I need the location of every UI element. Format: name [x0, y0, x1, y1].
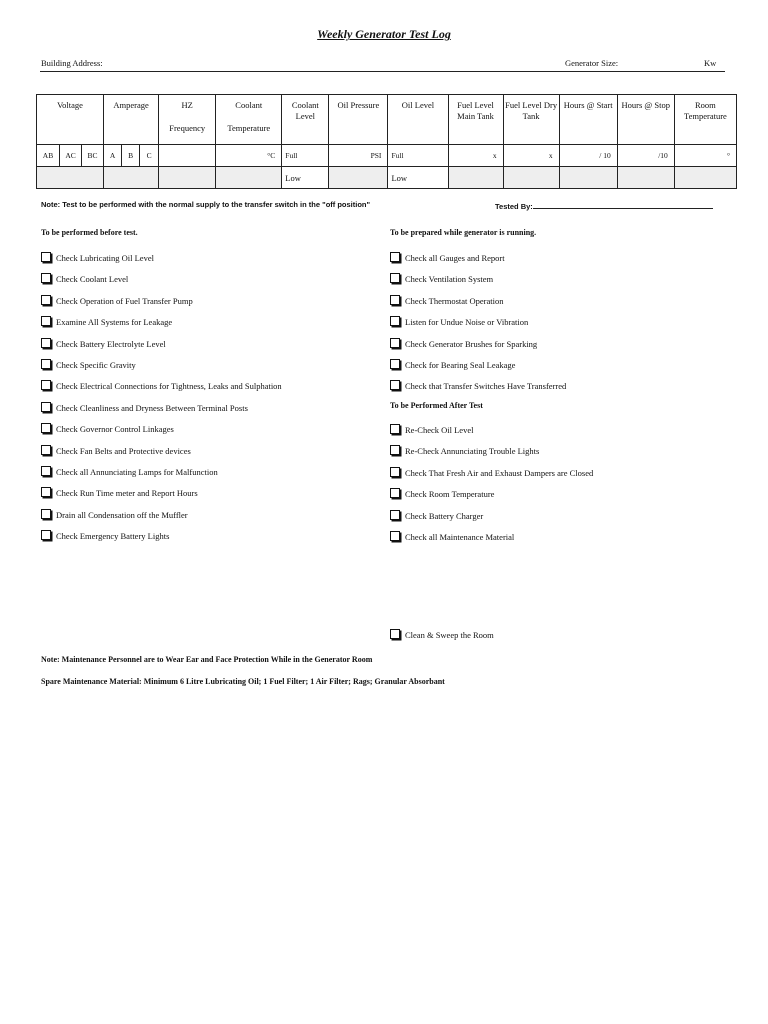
header-coolant-sub: Temperature	[227, 123, 271, 133]
tested-by-label: Tested By:	[495, 202, 533, 211]
cell-ab[interactable]: AB	[37, 145, 60, 167]
checkbox-icon[interactable]	[41, 252, 51, 262]
cell-shaded	[216, 167, 282, 189]
checklist-item-label: Check all Gauges and Report	[405, 253, 505, 263]
cell-shaded	[617, 167, 674, 189]
checklist-item-label: Check Electrical Connections for Tightness, Leaks and Sulphation	[56, 381, 282, 392]
checklist-item[interactable]	[390, 315, 528, 329]
cell-coolant-temp[interactable]: °C	[216, 145, 282, 167]
checklist-item-label: Check Battery Charger	[405, 510, 484, 521]
checklist-item[interactable]	[41, 315, 172, 329]
header-oil-level: Oil Level	[388, 95, 448, 145]
checkbox-icon[interactable]	[390, 445, 400, 455]
checklist-item-label: Re-Check Annunciating Trouble Lights	[405, 446, 540, 457]
checklist-item-label: Check Room Temperature	[405, 489, 495, 500]
checkbox-icon[interactable]	[41, 295, 51, 305]
checkbox-icon[interactable]	[390, 424, 400, 434]
checkbox-icon[interactable]	[390, 488, 400, 498]
before-test-heading: To be performed before test.	[41, 228, 138, 237]
checklist-item-label: Listen for Undue Noise or Vibration	[405, 317, 529, 328]
generator-size-label: Generator Size:	[565, 58, 619, 68]
header-fuel-main: Fuel Level Main Tank	[448, 95, 503, 145]
checkbox-icon[interactable]	[390, 380, 400, 390]
checkbox-icon[interactable]	[41, 509, 51, 519]
header-coolant-level: Coolant Level	[282, 95, 329, 145]
checkbox-icon[interactable]	[390, 359, 400, 369]
checklist-item[interactable]	[41, 251, 154, 265]
checklist-item[interactable]	[390, 337, 537, 351]
cell-shaded	[37, 167, 104, 189]
checklist-item[interactable]	[41, 358, 136, 372]
checkbox-icon[interactable]	[41, 445, 51, 455]
checklist-item-label: Check Fan Belts and Protective devices	[56, 445, 191, 456]
checklist-item-label: Clean & Sweep the Room	[405, 630, 494, 640]
after-test-heading: To be Performed After Test	[390, 401, 483, 410]
spare-material-note: Spare Maintenance Material: Minimum 6 Litre Lubricating Oil; 1 Fuel Filter; 1 Air Filter; Rags; Granular Absorbant	[41, 677, 445, 686]
header-hours-start: Hours @ Start	[559, 95, 617, 145]
checkbox-icon[interactable]	[41, 316, 51, 326]
checkbox-icon[interactable]	[41, 487, 51, 497]
checklist-item-label: Check all Annunciating Lamps for Malfunction	[56, 467, 218, 477]
page-title: Weekly Generator Test Log	[317, 27, 451, 41]
checklist-item-label: Check Battery Electrolyte Level	[56, 338, 166, 349]
checkbox-icon[interactable]	[390, 338, 400, 348]
tested-by-line[interactable]	[533, 200, 713, 209]
table-row	[37, 167, 737, 189]
cell-shaded	[503, 167, 559, 189]
cell-coolant-low[interactable]: Low	[282, 167, 329, 189]
checklist-item[interactable]	[41, 337, 166, 351]
checklist-item-label: Examine All Systems for Leakage	[56, 317, 173, 328]
checklist-item[interactable]	[41, 379, 282, 393]
header-oil-pressure: Oil Pressure	[329, 95, 388, 145]
checklist-item-label: Check Coolant Level	[56, 274, 129, 285]
cell-shaded	[159, 167, 216, 189]
table-row	[37, 145, 737, 167]
cell-hours-start[interactable]: / 10	[559, 145, 617, 167]
checklist-item-label: Check for Bearing Seal Leakage	[405, 360, 516, 370]
checklist-item-label: Check Ventilation System	[405, 274, 494, 285]
checklist-item-label: Check Lubricating Oil Level	[56, 253, 154, 263]
cell-c[interactable]: C	[140, 145, 159, 167]
header-hours-stop: Hours @ Stop	[617, 95, 674, 145]
checklist-item-label: Check Governor Control Linkages	[56, 424, 174, 435]
cell-oil-psi[interactable]: PSI	[329, 145, 388, 167]
cell-b[interactable]: B	[122, 145, 140, 167]
header-hz-sub: Frequency	[169, 123, 206, 133]
checkbox-icon[interactable]	[390, 467, 400, 477]
checkbox-icon[interactable]	[41, 380, 51, 390]
checkbox-icon[interactable]	[390, 531, 400, 541]
checklist-item-label: Drain all Condensation off the Muffler	[56, 509, 188, 520]
checklist-item-label: Check that Transfer Switches Have Transferred	[405, 381, 567, 392]
header-amperage: Amperage	[104, 95, 159, 145]
checklist-item-label: Check Specific Gravity	[56, 360, 136, 370]
tested-by	[495, 200, 713, 211]
cell-coolant-full[interactable]: Full	[282, 145, 329, 167]
cell-fuel-main[interactable]: x	[448, 145, 503, 167]
cell-a[interactable]: A	[104, 145, 122, 167]
checklist-item[interactable]	[41, 422, 174, 436]
cell-shaded	[104, 167, 159, 189]
checklist-item-label: Check Run Time meter and Report Hours	[56, 488, 198, 499]
running-heading: To be prepared while generator is running.	[390, 228, 537, 237]
checklist-item[interactable]	[390, 509, 483, 523]
header-room-temp: Room Temperature	[674, 95, 736, 145]
cell-oil-full[interactable]: Full	[388, 145, 448, 167]
checklist-item[interactable]	[41, 444, 191, 458]
checkbox-icon[interactable]	[390, 510, 400, 520]
checkbox-icon[interactable]	[390, 252, 400, 262]
building-address-label: Building Address:	[41, 58, 103, 68]
log-table	[36, 94, 737, 189]
checklist-item-label: Check That Fresh Air and Exhaust Dampers are Closed	[405, 467, 594, 478]
checklist-item[interactable]	[390, 466, 593, 480]
cell-bc[interactable]: BC	[82, 145, 104, 167]
checkbox-icon[interactable]	[41, 530, 51, 540]
checklist-item[interactable]	[390, 530, 514, 544]
checkbox-icon[interactable]	[41, 466, 51, 476]
checklist-item-label: Re-Check Oil Level	[405, 425, 474, 435]
cell-oil-low[interactable]: Low	[388, 167, 448, 189]
checklist-item[interactable]	[41, 401, 248, 415]
checklist-item[interactable]	[41, 294, 193, 308]
checkbox-icon[interactable]	[390, 316, 400, 326]
checkbox-icon[interactable]	[41, 338, 51, 348]
checkbox-icon[interactable]	[41, 359, 51, 369]
header-fuel-dry: Fuel Level Dry Tank	[503, 95, 559, 145]
checklist-item[interactable]	[390, 272, 493, 286]
checklist-item[interactable]	[390, 294, 504, 308]
checklist-item[interactable]	[390, 444, 539, 458]
checklist-item[interactable]	[390, 487, 494, 501]
checklist-item-label: Check Cleanliness and Dryness Between Terminal Posts	[56, 402, 248, 413]
header-hz	[159, 95, 216, 145]
cell-shaded	[329, 167, 388, 189]
checklist-item-label: Check Operation of Fuel Transfer Pump	[56, 295, 193, 306]
checklist-item[interactable]	[390, 628, 494, 642]
checklist-item-label: Check all Maintenance Material	[405, 532, 515, 542]
info-row	[40, 58, 725, 72]
checkbox-icon[interactable]	[41, 423, 51, 433]
transfer-switch-note: Note: Test to be performed with the normal supply to the transfer switch in the "off position"	[41, 200, 371, 209]
checklist-item-label: Check Generator Brushes for Sparking	[405, 338, 538, 349]
checklist-item[interactable]	[390, 251, 505, 265]
checklist-item-label: Check Thermostat Operation	[405, 295, 504, 306]
checklist-item[interactable]	[390, 379, 566, 393]
checklist-item[interactable]	[41, 465, 218, 479]
checkbox-icon[interactable]	[41, 402, 51, 412]
protection-note: Note: Maintenance Personnel are to Wear Ear and Face Protection While in the Generator Room	[41, 655, 373, 664]
checkbox-icon[interactable]	[390, 273, 400, 283]
checklist-item[interactable]	[41, 529, 169, 543]
checklist-item[interactable]	[41, 272, 128, 286]
checkbox-icon[interactable]	[41, 273, 51, 283]
cell-shaded	[559, 167, 617, 189]
cell-hours-stop[interactable]: /10	[617, 145, 674, 167]
cell-shaded	[674, 167, 736, 189]
checklist-item[interactable]	[390, 423, 473, 437]
checklist-item[interactable]	[390, 358, 515, 372]
checklist-item[interactable]	[41, 508, 188, 522]
checkbox-icon[interactable]	[390, 629, 400, 639]
checklist-item[interactable]	[41, 486, 198, 500]
header-coolant-label: Coolant	[235, 100, 263, 110]
cell-ac[interactable]: AC	[60, 145, 82, 167]
checklist-item-label: Check Emergency Battery Lights	[56, 531, 170, 542]
header-coolant	[216, 95, 282, 145]
checkbox-icon[interactable]	[390, 295, 400, 305]
cell-hz[interactable]	[159, 145, 216, 167]
cell-fuel-dry[interactable]: x	[503, 145, 559, 167]
header-hz-label: HZ	[181, 100, 193, 110]
cell-room-temp[interactable]: °	[674, 145, 736, 167]
cell-shaded	[448, 167, 503, 189]
kw-label: Kw	[704, 58, 717, 68]
header-voltage: Voltage	[37, 95, 104, 145]
